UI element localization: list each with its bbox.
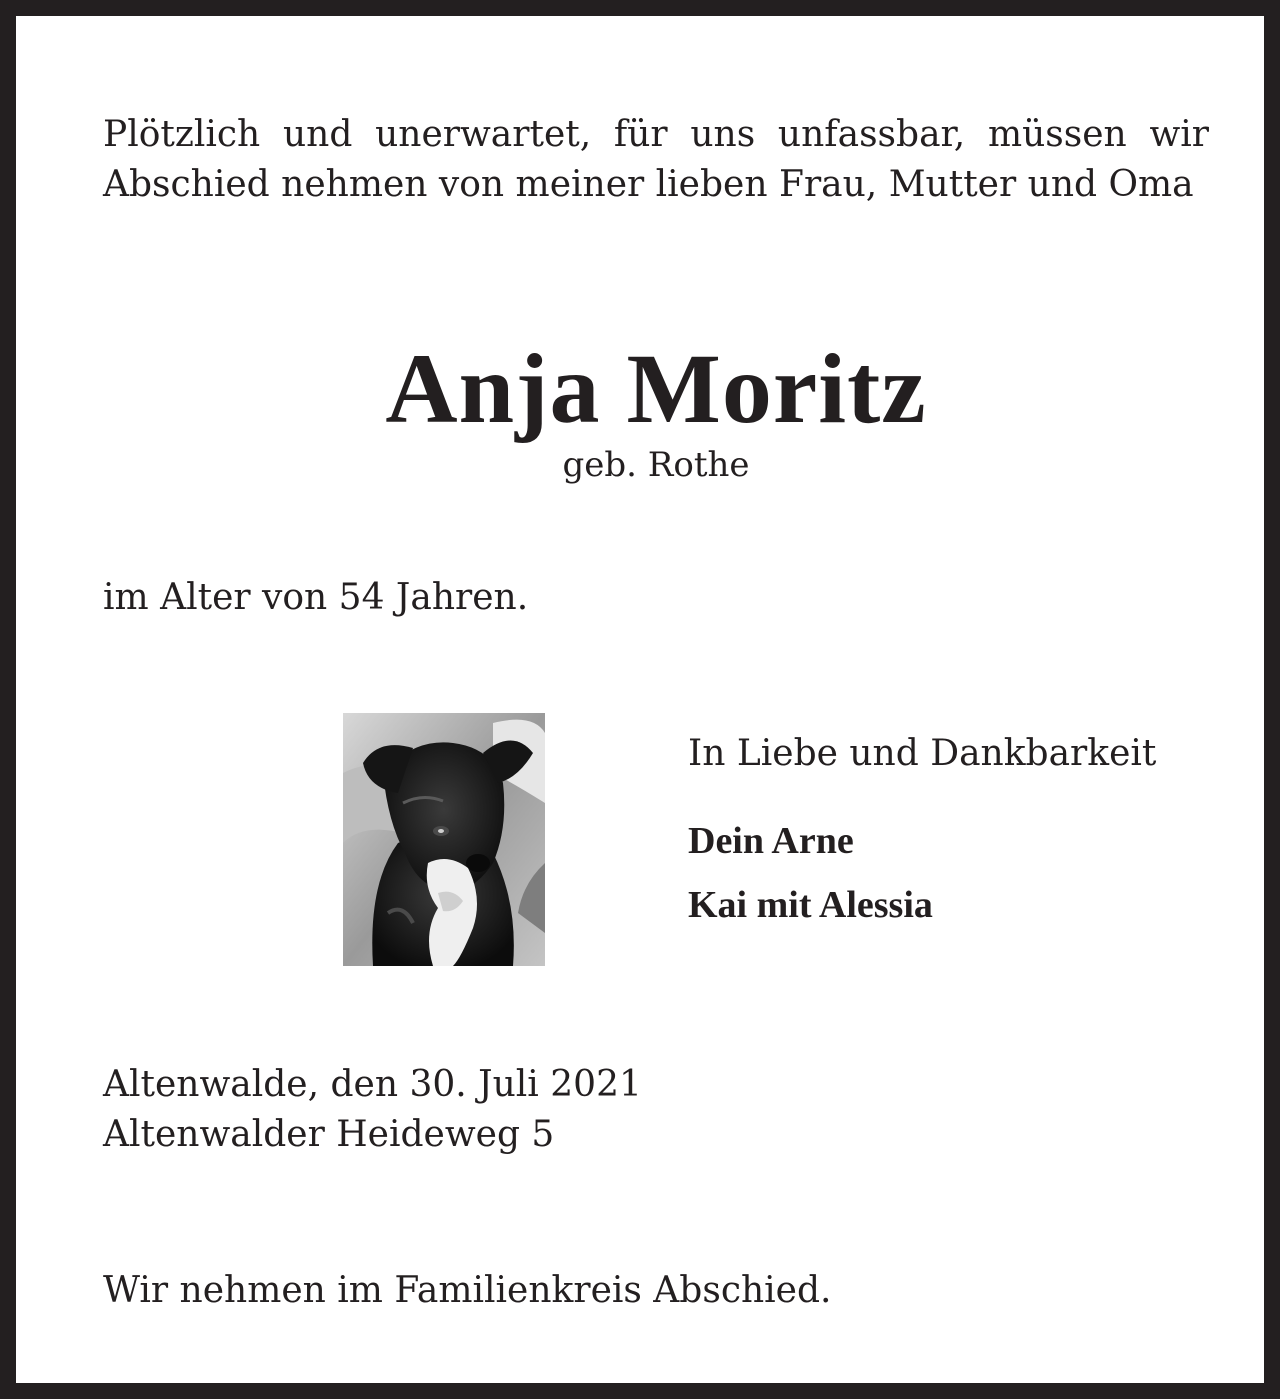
place-date: Altenwalde, den 30. Juli 2021: [103, 1064, 642, 1105]
dog-photo: [343, 713, 545, 966]
address: Altenwalder Heideweg 5: [103, 1114, 555, 1155]
signer-name: Kai mit Alessia: [688, 884, 933, 926]
intro-text: Plötzlich und unerwartet, für uns unfassbar, müssen wir Abschied nehmen von meiner lieben Frau, Mutter und Oma: [103, 114, 1209, 205]
deceased-name: Anja Moritz: [385, 333, 927, 444]
farewell-note: Wir nehmen im Familienkreis Abschied.: [103, 1270, 832, 1311]
age-line: im Alter von 54 Jahren.: [103, 577, 529, 618]
signer-name: Dein Arne: [688, 820, 854, 862]
closing-phrase: In Liebe und Dankbarkeit: [688, 733, 1157, 774]
maiden-name: geb. Rothe: [562, 445, 750, 485]
